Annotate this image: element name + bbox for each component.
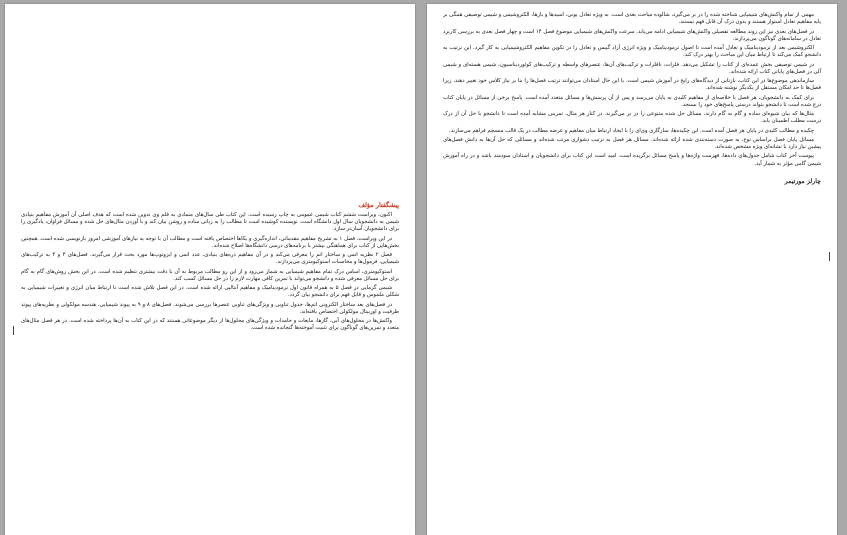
left-page [5, 4, 415, 535]
left-paragraph-2: در این ویراست، فصل ۱ به تشریح مفاهیم مقدماتی، اندازه‌گیری و یکاها اختصاص یافته است و مطالب آن با توجه به نیازهای آموزشی امروز بازنویسی شده است. همچنین بخش‌هایی از کتاب برای هماهنگی بیشتر با برنامه‌های درسی دانشگاه‌ها اصلاح شده‌اند. [21, 235, 399, 249]
left-paragraph-4: استوکیومتری، اساس درک تمام مفاهیم شیمیایی به شمار می‌رود و از این رو مطالب مربوط به آن با دقت بیشتری تنظیم شده است. در این بخش روش‌های گام به گام برای حل مسائل معرفی شده و دانشجو می‌تواند با تمرین کافی مهارت لازم را در حل مسائل کسب کند. [21, 268, 399, 282]
right-paragraph-3: الکتروشیمی بعد از ترمودینامیک و تعادل آمده است تا اصول ترمودینامیک و ویژه انرژی آزاد گیبس و تعادل را در تکوین مفاهیم الکتروشیمیایی به کار گیرد. این ترتیب به دانشجو کمک می‌کند تا ارتباط میان این مباحث را بهتر درک کند. [443, 45, 821, 59]
left-paragraph-3: فصل ۲ نظریه اتمی و ساختار اتم را معرفی می‌کند و در آن مفاهیم ذره‌های بنیادی، عدد اتمی و ایزوتوپ‌ها مورد بحث قرار می‌گیرند. فصل‌های ۳ و ۴ به ترکیب‌های شیمیایی، فرمول‌ها و محاسبات استوکیومتری می‌پردازند. [21, 252, 399, 266]
right-paragraph-7: مثال‌ها که بیان شیوه‌ای ساده و گام به گام دارند، مسائل حل شده متنوعی را در بر می‌گیرند. در کنار هر مثال، تمرینی مشابه آمده است تا دانشجو با حل آن از درک درست مطلب اطمینان یابد. [443, 111, 821, 125]
right-paragraph-6: برای کمک به دانشجویان، هر فصل با خلاصه‌ای از مفاهیم کلیدی به پایان می‌رسد و پس از آن پرسش‌ها و مسائل متعدد آمده است. پاسخ برخی از مسائل در پایان کتاب درج شده است تا دانشجو بتواند درستی پاسخ‌های خود را بسنجد. [443, 94, 821, 108]
right-page [427, 4, 837, 535]
right-page-content [443, 12, 821, 531]
left-paragraph-7: واکنش‌ها در محلول‌های آبی، گازها، مایعات و جامدات و ویژگی‌های محلول‌ها از دیگر موضوعاتی هستند که در این کتاب به آن‌ها پرداخته شده است. در هر فصل مثال‌های متعدد و تمرین‌های گوناگون برای تثبیت آموخته‌ها گنجانده شده است. [21, 318, 399, 332]
right-paragraph-8: چکیده و مطالب کلیدی در پایان هر فصل آمده است. این چکیده‌ها، سازگاری وی‌ای را با ایجاد ارتباط میان مفاهیم و عرضه مطالب در یک قالب منسجم فراهم می‌سازند. [448, 127, 814, 134]
margin-mark [829, 252, 830, 261]
right-paragraph-2: در فصل‌های بعدی نیز این روند مطالعه تفصیلی واکنش‌های شیمیایی ادامه می‌یابد. سرعت واکنش‌های شیمیایی موضوع فصل ۱۴ است و چهار فصل بعدی به بررسی کاربرد تعادل در سامانه‌های گوناگون می‌پردازند. [443, 28, 821, 42]
right-paragraph-4: در شیمی توصیفی بخش عمده‌ای از کتاب را تشکیل می‌دهد. فلزات، نافلزات و ترکیب‌های آن‌ها، عنصرهای واسطه و ترکیب‌های کوئوردیناسیون، شیمی هسته‌ای و شیمی آلی در فصل‌های پایانی کتاب ارائه شده‌اند. [443, 61, 821, 75]
right-paragraph-5: سازماندهی موضوع‌ها در این کتاب، بازتابی از دیدگاه‌های رایج در آموزش شیمی است. با این حال استادان می‌توانند ترتیب فصل‌ها را بنا بر نیاز کلاس خود تغییر دهند، زیرا فصل‌ها تا حد امکان مستقل از یکدیگر نوشته شده‌اند. [443, 78, 821, 92]
right-paragraph-1: مهمی از تمام واکنش‌های شیمیایی شناخته شده را در بر می‌گیرد، شالوده مباحث بعدی است. به ویژه تعادل یونی، اسیدها و بازها، الکتروشیمی و شیمی توصیفی همگی بر پایه مفاهیم تعادل استوار هستند و بدون درک آن قابل فهم نیستند. [443, 12, 821, 26]
left-page-content [21, 12, 399, 531]
preface-heading: پیشگفتار مؤلف [358, 201, 399, 209]
left-paragraph-1: اکنون، ویراست ششم کتاب شیمی عمومی به چاپ رسیده است. این کتاب طی سال‌های متمادی به قلم وی تدوین شده است که هدف اصلی آن آموزش مفاهیم بنیادی شیمی به دانشجویان سال اول دانشگاه است. نویسنده کوشیده است تا مطالب را به زبانی ساده و روشن بیان کند و با آوردن مثال‌های حل شده و مسائل فراوان، یادگیری را برای دانشجویان آسان‌تر سازد. [21, 212, 399, 233]
author-signature: چارلز مورتیمر [784, 177, 821, 185]
margin-mark [13, 326, 14, 335]
right-paragraph-9: مسائل پایان فصل براساس نوع، به صورت دسته‌بندی شده ارائه شده‌اند. مسائل هر فصل به ترتیب دشواری مرتب شده‌اند و مسائلی که حل آن‌ها به دانش فصل‌های پیشین نیاز دارد با نشانه‌ای ویژه مشخص شده‌اند. [443, 136, 821, 150]
left-page-top-blank [21, 12, 399, 202]
right-paragraph-10: پیوست آخر کتاب شامل جدول‌های داده‌ها، فهرست واژه‌ها و پاسخ مسائل برگزیده است. امید است این کتاب برای دانشجویان و استادان سودمند باشد و در راه آموزش شیمی گامی مؤثر به شمار آید. [443, 153, 821, 167]
left-paragraph-6: در فصل‌های بعد ساختار الکترونی اتم‌ها، جدول تناوبی و ویژگی‌های تناوبی عنصرها بررسی می‌شوند. فصل‌های ۸ و ۹ به پیوند شیمیایی، هندسه مولکولی و نظریه‌های پیوند ظرفیت و اوربیتال مولکولی اختصاص یافته‌اند. [21, 301, 399, 315]
left-paragraph-5: شیمی گرمایی در فصل ۵ به همراه قانون اول ترمودینامیک و مفاهیم آنتالپی ارائه شده است. در این فصل تلاش شده است تا ارتباط میان انرژی و تغییرات شیمیایی به شکلی ملموس و قابل فهم برای دانشجو بیان گردد. [21, 285, 399, 299]
